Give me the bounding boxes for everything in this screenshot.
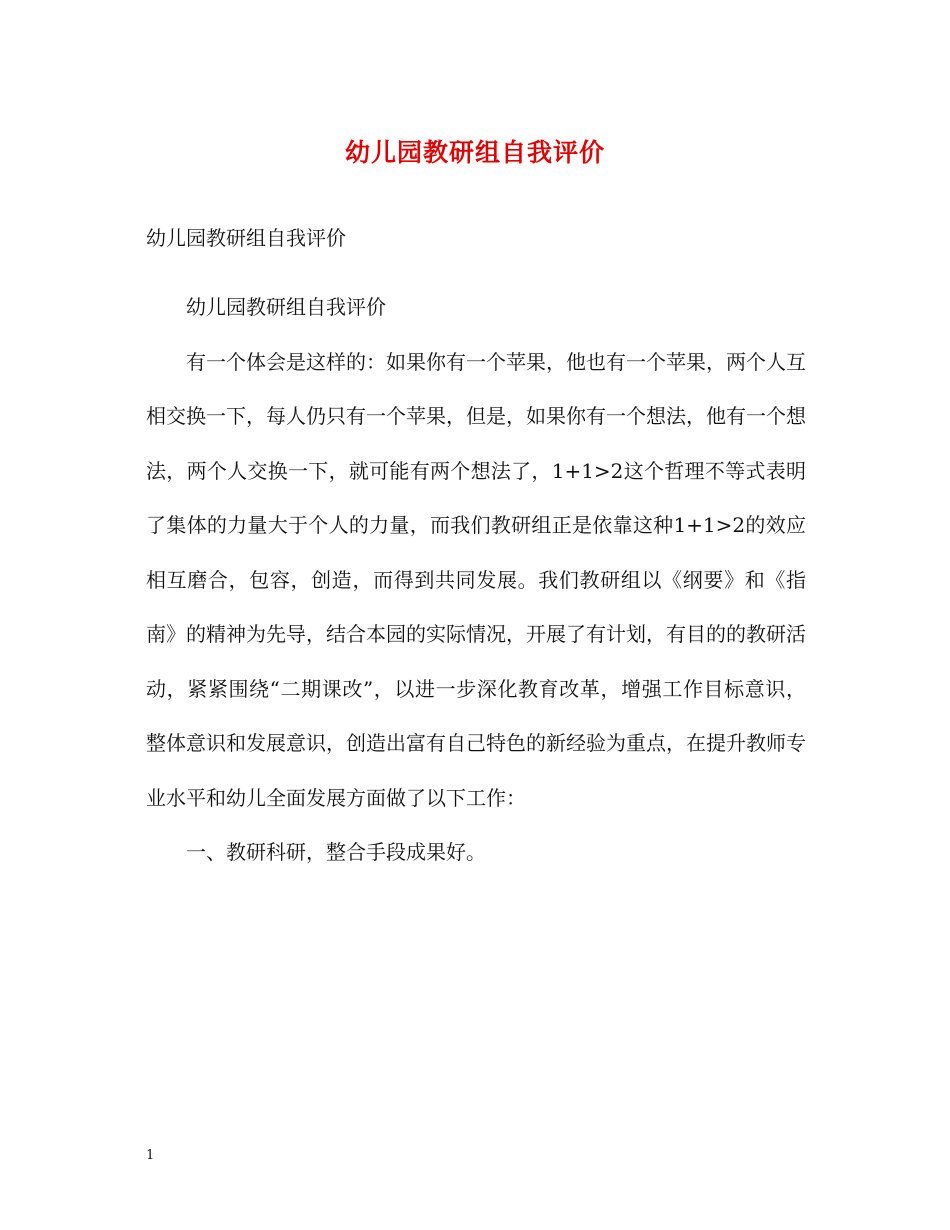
paragraph-main: 有一个体会是这样的：如果你有一个苹果，他也有一个苹果，两个人互相交换一下，每人仍只有一个苹果，但是，如果你有一个想法，他有一个想法，两个人交换一下，就可能有两个想法了，1+1>2这个哲理不等式表明了集体的力量大于个人的力量，而我们教研组正是依靠这种1+1>2的效应相互磨合，包容，创造，而得到共同发展。我们教研组以《纲要》和《指南》的精神为先导，结合本园的实际情况，开展了有计划，有目的的教研活动，紧紧围绕“二期课改”，以进一步深化教育改革，增强工作目标意识，整体意识和发展意识，创造出富有自己特色的新经验为重点，在提升教师专业水平和幼儿全面发展方面做了以下工作： [146, 349, 806, 810]
document-body [146, 280, 806, 880]
document-subtitle: 幼儿园教研组自我评价 [146, 226, 346, 250]
document-title: 幼儿园教研组自我评价 [344, 138, 605, 167]
paragraph-section-one: 一、教研科研，整合手段成果好。 [186, 840, 486, 864]
page-number: 1 [146, 1148, 155, 1163]
paragraph-heading: 幼儿园教研组自我评价 [186, 295, 386, 319]
